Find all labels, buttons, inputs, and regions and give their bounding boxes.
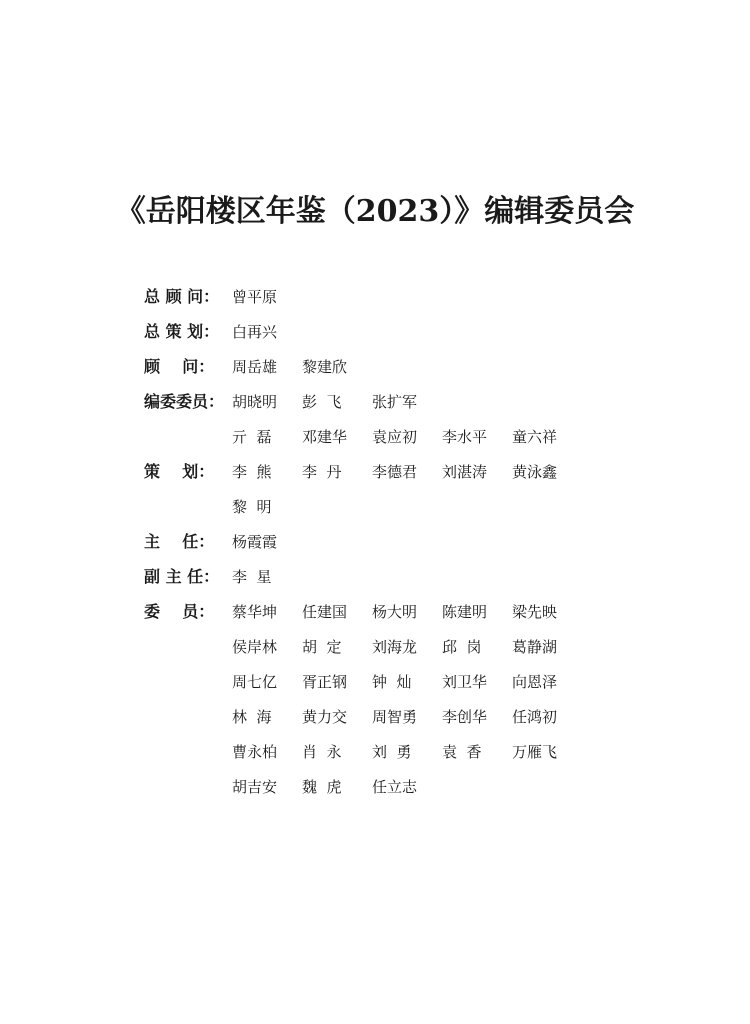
member-name: 曾平原 bbox=[232, 288, 278, 306]
member-name: 黎 明 bbox=[232, 498, 272, 516]
member-name: 黄泳鑫 bbox=[512, 463, 558, 481]
member-name: 张扩军 bbox=[372, 393, 418, 411]
member-name: 周七亿 bbox=[232, 673, 278, 691]
role-label: 总 策 划： bbox=[144, 322, 220, 341]
member-name: 周岳雄 bbox=[232, 358, 278, 376]
member-names bbox=[232, 529, 302, 556]
role-label: 总 顾 问： bbox=[144, 287, 220, 306]
member-name: 袁应初 bbox=[372, 428, 418, 446]
member-name: 葛静湖 bbox=[512, 638, 558, 656]
member-name: 李德君 bbox=[372, 463, 418, 481]
member-name: 钟 灿 bbox=[372, 673, 412, 691]
member-names bbox=[232, 669, 582, 696]
member-names bbox=[232, 564, 302, 591]
member-name: 曹永柏 bbox=[232, 743, 278, 761]
member-name: 肖 永 bbox=[302, 743, 342, 761]
member-name: 李水平 bbox=[442, 428, 488, 446]
member-name: 梁先映 bbox=[512, 603, 558, 621]
member-name: 胡吉安 bbox=[232, 778, 278, 796]
member-names bbox=[232, 704, 582, 731]
member-name: 杨大明 bbox=[372, 603, 418, 621]
member-name: 侯岸林 bbox=[232, 638, 278, 656]
member-name: 邱 岗 bbox=[442, 638, 482, 656]
member-name: 彭 飞 bbox=[302, 393, 342, 411]
page-title: 《岳阳楼区年鉴（2023）》编辑委员会 bbox=[115, 194, 635, 229]
member-name: 李 丹 bbox=[302, 463, 342, 481]
member-name: 刘海龙 bbox=[372, 638, 418, 656]
member-names bbox=[232, 424, 582, 451]
member-name: 刘 勇 bbox=[372, 743, 412, 761]
member-name: 黎建欣 bbox=[302, 358, 348, 376]
member-name: 向恩泽 bbox=[512, 673, 558, 691]
member-names bbox=[232, 319, 302, 346]
member-name: 胡 定 bbox=[302, 638, 342, 656]
member-name: 林 海 bbox=[232, 708, 272, 726]
member-name: 胡晓明 bbox=[232, 393, 278, 411]
member-name: 万雁飞 bbox=[512, 743, 558, 761]
member-names bbox=[232, 494, 302, 521]
member-name: 李 熊 bbox=[232, 463, 272, 481]
member-name: 袁 香 bbox=[442, 743, 482, 761]
role-label: 策 划： bbox=[144, 462, 215, 481]
member-name: 邓建华 bbox=[302, 428, 348, 446]
member-name: 陈建明 bbox=[442, 603, 488, 621]
member-name: 童六祥 bbox=[512, 428, 558, 446]
member-name: 李 星 bbox=[232, 568, 272, 586]
member-name: 刘湛涛 bbox=[442, 463, 488, 481]
member-names bbox=[232, 284, 302, 311]
member-name: 任鸿初 bbox=[512, 708, 558, 726]
role-label: 副 主 任： bbox=[144, 567, 220, 586]
role-label: 编委委员： bbox=[144, 392, 225, 411]
member-name: 亓 磊 bbox=[232, 428, 272, 446]
member-names bbox=[232, 389, 442, 416]
member-name: 李创华 bbox=[442, 708, 488, 726]
role-label: 委 员： bbox=[144, 602, 215, 621]
member-names bbox=[232, 774, 442, 801]
member-name: 胥正钢 bbox=[302, 673, 348, 691]
member-names bbox=[232, 739, 582, 766]
member-names bbox=[232, 459, 582, 486]
member-name: 白再兴 bbox=[232, 323, 278, 341]
member-names bbox=[232, 634, 582, 661]
role-label: 主 任： bbox=[144, 532, 215, 551]
member-name: 周智勇 bbox=[372, 708, 418, 726]
member-name: 杨霞霞 bbox=[232, 533, 278, 551]
role-label: 顾 问： bbox=[144, 357, 215, 376]
member-name: 刘卫华 bbox=[442, 673, 488, 691]
member-names bbox=[232, 354, 372, 381]
member-name: 魏 虎 bbox=[302, 778, 342, 796]
member-name: 蔡华坤 bbox=[232, 603, 278, 621]
member-name: 任建国 bbox=[302, 603, 348, 621]
member-name: 黄力交 bbox=[302, 708, 348, 726]
member-names bbox=[232, 599, 582, 626]
member-name: 任立志 bbox=[372, 778, 418, 796]
